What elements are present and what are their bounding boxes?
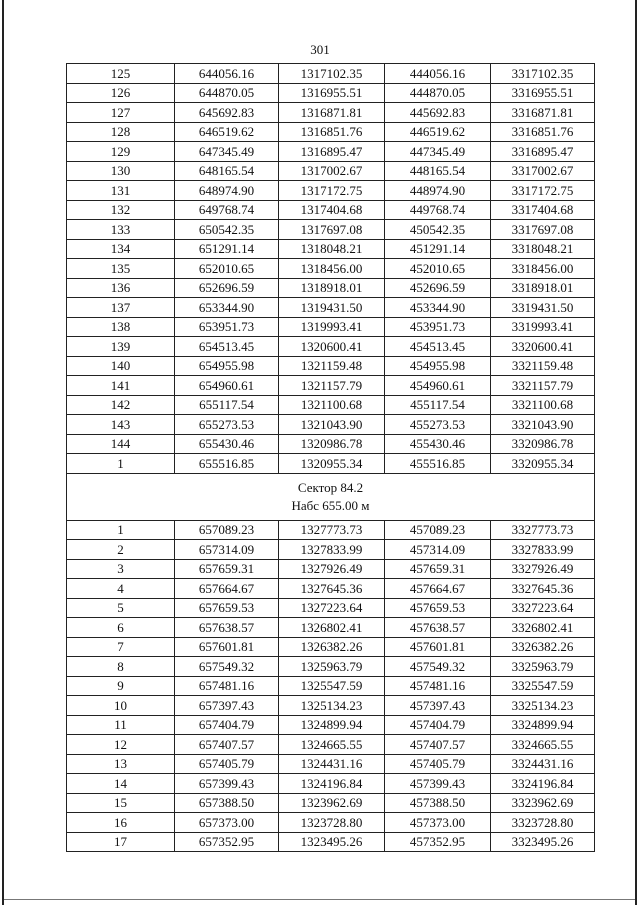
y-local-cell: 3324196.84 [491,774,595,794]
page-frame-right [635,0,637,905]
point-number-cell: 1 [67,520,175,540]
x-local-cell: 444056.16 [385,64,491,84]
y-coordinate-cell: 1316895.47 [279,142,385,162]
table-row [67,832,595,852]
section-header-row [67,473,595,520]
point-number-cell: 137 [67,298,175,318]
y-coordinate-cell: 1323495.26 [279,832,385,852]
y-local-cell: 3323728.80 [491,813,595,833]
y-local-cell: 3317102.35 [491,64,595,84]
table-row [67,434,595,454]
y-coordinate-cell: 1324899.94 [279,715,385,735]
y-local-cell: 3319993.41 [491,317,595,337]
table-row [67,735,595,755]
point-number-cell: 12 [67,735,175,755]
x-local-cell: 457399.43 [385,774,491,794]
coordinates-table [66,63,595,852]
point-number-cell: 140 [67,356,175,376]
point-number-cell: 8 [67,657,175,677]
point-number-cell: 132 [67,200,175,220]
y-local-cell: 3321159.48 [491,356,595,376]
x-local-cell: 453344.90 [385,298,491,318]
point-number-cell: 5 [67,598,175,618]
y-coordinate-cell: 1324196.84 [279,774,385,794]
x-coordinate-cell: 652696.59 [175,278,279,298]
table-row [67,220,595,240]
x-coordinate-cell: 657481.16 [175,676,279,696]
x-coordinate-cell: 655516.85 [175,454,279,474]
table-row [67,395,595,415]
y-local-cell: 3316955.51 [491,83,595,103]
x-local-cell: 455516.85 [385,454,491,474]
x-local-cell: 455430.46 [385,434,491,454]
point-number-cell: 13 [67,754,175,774]
table-row [67,103,595,123]
x-local-cell: 457407.57 [385,735,491,755]
x-coordinate-cell: 657352.95 [175,832,279,852]
point-number-cell: 134 [67,239,175,259]
point-number-cell: 144 [67,434,175,454]
y-local-cell: 3320600.41 [491,337,595,357]
point-number-cell: 127 [67,103,175,123]
x-coordinate-cell: 657549.32 [175,657,279,677]
x-local-cell: 451291.14 [385,239,491,259]
y-coordinate-cell: 1320600.41 [279,337,385,357]
point-number-cell: 6 [67,618,175,638]
y-coordinate-cell: 1321043.90 [279,415,385,435]
y-local-cell: 3325963.79 [491,657,595,677]
y-coordinate-cell: 1316871.81 [279,103,385,123]
table-row [67,317,595,337]
x-coordinate-cell: 654513.45 [175,337,279,357]
table-row [67,356,595,376]
y-coordinate-cell: 1320955.34 [279,454,385,474]
x-local-cell: 454955.98 [385,356,491,376]
x-local-cell: 457481.16 [385,676,491,696]
table-body-top [67,64,595,474]
point-number-cell: 17 [67,832,175,852]
x-coordinate-cell: 657399.43 [175,774,279,794]
table-row [67,181,595,201]
y-local-cell: 3318048.21 [491,239,595,259]
table-row [67,813,595,833]
y-local-cell: 3316851.76 [491,122,595,142]
table-row [67,239,595,259]
y-local-cell: 3324665.55 [491,735,595,755]
table-row [67,715,595,735]
table-row [67,520,595,540]
x-local-cell: 446519.62 [385,122,491,142]
y-coordinate-cell: 1326802.41 [279,618,385,638]
table-row [67,676,595,696]
y-coordinate-cell: 1327645.36 [279,579,385,599]
x-local-cell: 449768.74 [385,200,491,220]
y-local-cell: 3326382.26 [491,637,595,657]
point-number-cell: 15 [67,793,175,813]
x-coordinate-cell: 655273.53 [175,415,279,435]
y-coordinate-cell: 1318918.01 [279,278,385,298]
y-local-cell: 3318918.01 [491,278,595,298]
point-number-cell: 125 [67,64,175,84]
point-number-cell: 126 [67,83,175,103]
point-number-cell: 130 [67,161,175,181]
table-row [67,793,595,813]
x-local-cell: 457659.31 [385,559,491,579]
x-local-cell: 450542.35 [385,220,491,240]
point-number-cell: 133 [67,220,175,240]
y-local-cell: 3321043.90 [491,415,595,435]
y-local-cell: 3323962.69 [491,793,595,813]
x-coordinate-cell: 653344.90 [175,298,279,318]
x-local-cell: 448974.90 [385,181,491,201]
y-local-cell: 3317172.75 [491,181,595,201]
x-coordinate-cell: 653951.73 [175,317,279,337]
y-local-cell: 3324431.16 [491,754,595,774]
table-row [67,142,595,162]
point-number-cell: 16 [67,813,175,833]
x-coordinate-cell: 650542.35 [175,220,279,240]
x-local-cell: 457638.57 [385,618,491,638]
table-row [67,259,595,279]
table-row [67,122,595,142]
y-coordinate-cell: 1325547.59 [279,676,385,696]
x-local-cell: 444870.05 [385,83,491,103]
x-local-cell: 455117.54 [385,395,491,415]
y-coordinate-cell: 1318456.00 [279,259,385,279]
x-coordinate-cell: 657373.00 [175,813,279,833]
x-local-cell: 457404.79 [385,715,491,735]
point-number-cell: 129 [67,142,175,162]
x-local-cell: 457664.67 [385,579,491,599]
table-row [67,64,595,84]
table-row [67,415,595,435]
x-coordinate-cell: 657404.79 [175,715,279,735]
x-local-cell: 445692.83 [385,103,491,123]
table-row [67,337,595,357]
y-coordinate-cell: 1317102.35 [279,64,385,84]
x-local-cell: 455273.53 [385,415,491,435]
y-local-cell: 3317697.08 [491,220,595,240]
section-subtitle: Набс 655.00 м [291,497,370,513]
y-local-cell: 3321157.79 [491,376,595,396]
y-local-cell: 3327926.49 [491,559,595,579]
section-title: Сектор 84.2 [297,479,364,495]
x-coordinate-cell: 644056.16 [175,64,279,84]
page-frame-bottom [4,899,635,900]
y-local-cell: 3323495.26 [491,832,595,852]
y-coordinate-cell: 1321159.48 [279,356,385,376]
table-row [67,83,595,103]
y-local-cell: 3317002.67 [491,161,595,181]
y-local-cell: 3318456.00 [491,259,595,279]
y-coordinate-cell: 1317404.68 [279,200,385,220]
table-row [67,579,595,599]
point-number-cell: 7 [67,637,175,657]
table-row [67,298,595,318]
y-local-cell: 3326802.41 [491,618,595,638]
x-coordinate-cell: 657601.81 [175,637,279,657]
x-coordinate-cell: 657664.67 [175,579,279,599]
table-row [67,559,595,579]
x-coordinate-cell: 657089.23 [175,520,279,540]
section-header-group [67,473,595,520]
point-number-cell: 2 [67,540,175,560]
table-body-bottom [67,520,595,852]
x-local-cell: 447345.49 [385,142,491,162]
point-number-cell: 138 [67,317,175,337]
point-number-cell: 143 [67,415,175,435]
x-coordinate-cell: 654960.61 [175,376,279,396]
x-local-cell: 452010.65 [385,259,491,279]
x-local-cell: 448165.54 [385,161,491,181]
y-coordinate-cell: 1327223.64 [279,598,385,618]
table-row [67,637,595,657]
x-coordinate-cell: 644870.05 [175,83,279,103]
table-row [67,774,595,794]
x-coordinate-cell: 648165.54 [175,161,279,181]
x-coordinate-cell: 657407.57 [175,735,279,755]
point-number-cell: 14 [67,774,175,794]
y-coordinate-cell: 1323962.69 [279,793,385,813]
point-number-cell: 142 [67,395,175,415]
x-local-cell: 457659.53 [385,598,491,618]
x-local-cell: 457352.95 [385,832,491,852]
y-coordinate-cell: 1327833.99 [279,540,385,560]
x-local-cell: 454513.45 [385,337,491,357]
x-coordinate-cell: 645692.83 [175,103,279,123]
x-local-cell: 457314.09 [385,540,491,560]
point-number-cell: 128 [67,122,175,142]
x-local-cell: 457373.00 [385,813,491,833]
y-local-cell: 3325134.23 [491,696,595,716]
y-local-cell: 3320955.34 [491,454,595,474]
table-row [67,454,595,474]
y-local-cell: 3316895.47 [491,142,595,162]
y-coordinate-cell: 1316955.51 [279,83,385,103]
point-number-cell: 3 [67,559,175,579]
point-number-cell: 136 [67,278,175,298]
point-number-cell: 141 [67,376,175,396]
y-coordinate-cell: 1324665.55 [279,735,385,755]
table-row [67,540,595,560]
x-local-cell: 457388.50 [385,793,491,813]
page-number: 301 [310,42,330,57]
y-local-cell: 3317404.68 [491,200,595,220]
x-coordinate-cell: 649768.74 [175,200,279,220]
point-number-cell: 11 [67,715,175,735]
x-coordinate-cell: 648974.90 [175,181,279,201]
x-coordinate-cell: 655430.46 [175,434,279,454]
y-coordinate-cell: 1320986.78 [279,434,385,454]
point-number-cell: 135 [67,259,175,279]
x-local-cell: 452696.59 [385,278,491,298]
y-coordinate-cell: 1327773.73 [279,520,385,540]
x-local-cell: 457405.79 [385,754,491,774]
x-local-cell: 457601.81 [385,637,491,657]
x-coordinate-cell: 647345.49 [175,142,279,162]
x-coordinate-cell: 657405.79 [175,754,279,774]
y-local-cell: 3327223.64 [491,598,595,618]
y-coordinate-cell: 1319431.50 [279,298,385,318]
y-coordinate-cell: 1317697.08 [279,220,385,240]
y-coordinate-cell: 1321100.68 [279,395,385,415]
table-row [67,618,595,638]
point-number-cell: 10 [67,696,175,716]
table-row [67,598,595,618]
y-coordinate-cell: 1316851.76 [279,122,385,142]
y-coordinate-cell: 1323728.80 [279,813,385,833]
y-local-cell: 3325547.59 [491,676,595,696]
x-coordinate-cell: 657388.50 [175,793,279,813]
y-local-cell: 3324899.94 [491,715,595,735]
x-coordinate-cell: 657397.43 [175,696,279,716]
x-local-cell: 457089.23 [385,520,491,540]
y-local-cell: 3327773.73 [491,520,595,540]
y-coordinate-cell: 1317002.67 [279,161,385,181]
x-coordinate-cell: 657638.57 [175,618,279,638]
x-coordinate-cell: 657659.31 [175,559,279,579]
x-coordinate-cell: 657314.09 [175,540,279,560]
page-frame-left [2,0,4,905]
table-row [67,696,595,716]
x-local-cell: 453951.73 [385,317,491,337]
section-header-cell [67,473,595,520]
y-coordinate-cell: 1318048.21 [279,239,385,259]
x-coordinate-cell: 651291.14 [175,239,279,259]
y-coordinate-cell: 1324431.16 [279,754,385,774]
table-row [67,161,595,181]
x-coordinate-cell: 655117.54 [175,395,279,415]
x-coordinate-cell: 654955.98 [175,356,279,376]
y-coordinate-cell: 1326382.26 [279,637,385,657]
y-local-cell: 3316871.81 [491,103,595,123]
y-coordinate-cell: 1325134.23 [279,696,385,716]
x-coordinate-cell: 657659.53 [175,598,279,618]
point-number-cell: 9 [67,676,175,696]
y-coordinate-cell: 1317172.75 [279,181,385,201]
x-coordinate-cell: 646519.62 [175,122,279,142]
y-local-cell: 3319431.50 [491,298,595,318]
y-coordinate-cell: 1325963.79 [279,657,385,677]
table-row [67,754,595,774]
x-local-cell: 457549.32 [385,657,491,677]
y-local-cell: 3327645.36 [491,579,595,599]
y-local-cell: 3321100.68 [491,395,595,415]
table-row [67,278,595,298]
y-local-cell: 3327833.99 [491,540,595,560]
point-number-cell: 4 [67,579,175,599]
table-row [67,200,595,220]
x-local-cell: 457397.43 [385,696,491,716]
point-number-cell: 131 [67,181,175,201]
point-number-cell: 139 [67,337,175,357]
x-local-cell: 454960.61 [385,376,491,396]
table-row [67,376,595,396]
table-row [67,657,595,677]
y-coordinate-cell: 1319993.41 [279,317,385,337]
y-coordinate-cell: 1321157.79 [279,376,385,396]
x-coordinate-cell: 652010.65 [175,259,279,279]
point-number-cell: 1 [67,454,175,474]
y-local-cell: 3320986.78 [491,434,595,454]
y-coordinate-cell: 1327926.49 [279,559,385,579]
